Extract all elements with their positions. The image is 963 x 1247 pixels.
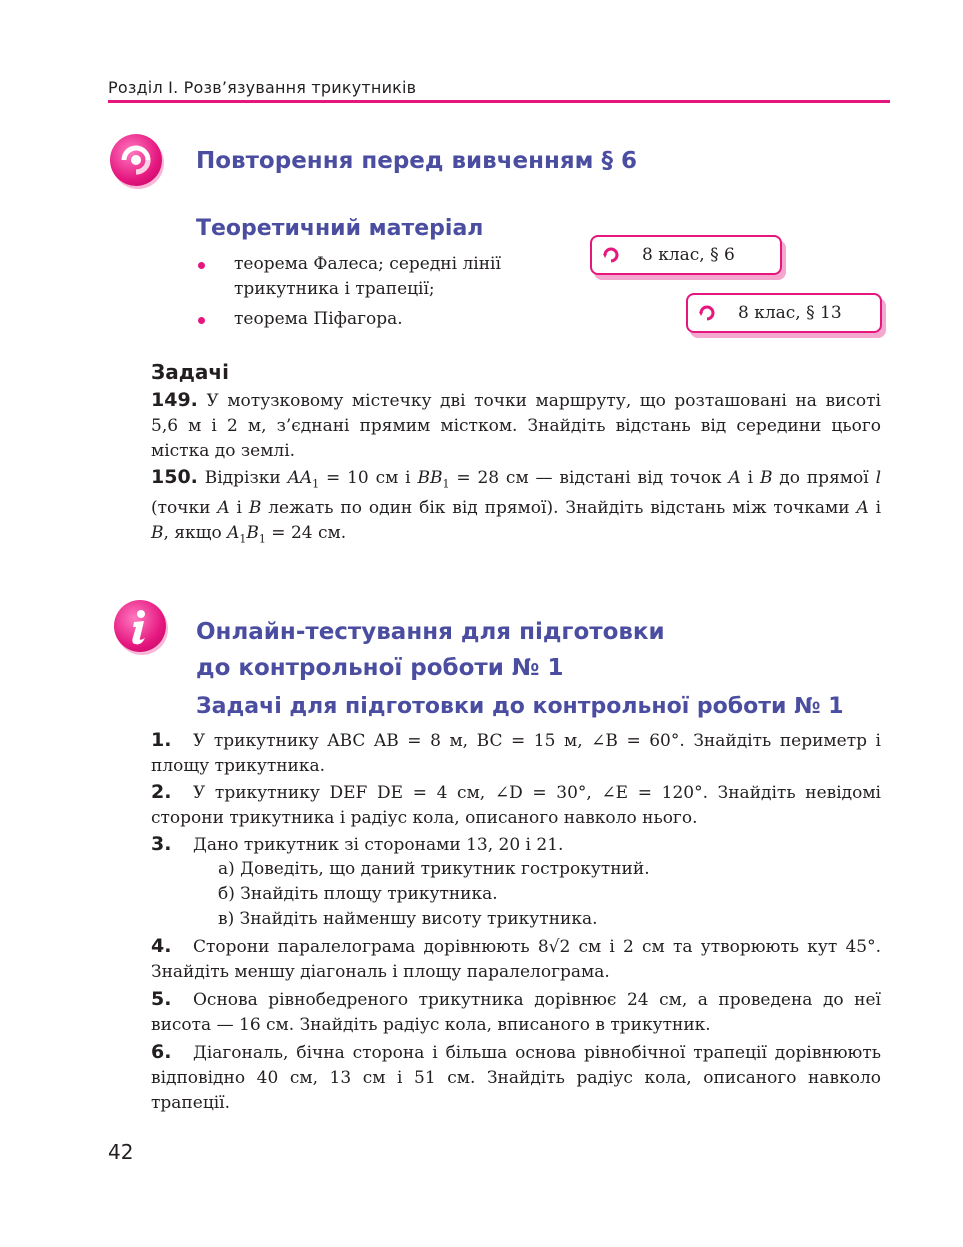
problem-3a: а) Доведіть, що даний трикутник гострокутний. — [218, 859, 650, 879]
test-prep-title: Задачі для підготовки до контрольної роботи № 1 — [196, 694, 844, 719]
list-item: теорема Фалеса; середні лінії трикутника і трапеції; — [196, 252, 556, 302]
repeat-icon — [698, 304, 716, 322]
problem-4: 4. Сторони паралелограма дорівнюють 8√2 см і 2 см та утворюють кут 45°. Знайдіть меншу діагональ і площу паралелограма. — [151, 935, 881, 982]
list-item: теорема Піфагора. — [196, 307, 556, 332]
repeat-icon — [602, 246, 620, 264]
bullet-icon — [198, 262, 205, 269]
running-header: Розділ І. Розв’язування трикутників — [108, 78, 417, 97]
problem-3b: б) Знайдіть площу трикутника. — [218, 884, 498, 904]
theory-title: Теоретичний матеріал — [196, 216, 484, 241]
problem-6: 6. Діагональ, бічна сторона і більша основа рівнобічної трапеції дорівнюють відповідно 40 см, 13 см і 51 см. Знайдіть радіус кола, описаного навколо трапеції. — [151, 1041, 881, 1113]
problem-2: 2. У трикутнику DEF DE = 4 см, ∠D = 30°, ∠E = 120°. Знайдіть невідомі сторони трикутника і радіус кола, описаного навколо нього. — [151, 781, 881, 828]
tasks-title: Задачі — [151, 360, 229, 384]
problem-3: 3. Дано трикутник зі сторонами 13, 20 і 21. — [151, 833, 564, 855]
page-number: 42 — [108, 1140, 134, 1164]
info-icon — [114, 600, 166, 652]
bullet-icon — [198, 317, 205, 324]
problem-3c: в) Знайдіть найменшу висоту трикутника. — [218, 909, 598, 929]
reference-box-grade8-s13: 8 клас, § 13 — [686, 293, 882, 333]
section-title-review: Повторення перед вивченням § 6 — [196, 148, 637, 174]
problem-1: 1. У трикутнику ABC AB = 8 м, BC = 15 м, ∠B = 60°. Знайдіть периметр і площу трикутника. — [151, 729, 881, 776]
section-title-online-test: Онлайн-тестування для підготовки до контрольної роботи № 1 — [196, 619, 665, 681]
theory-list — [196, 252, 556, 337]
problem-5: 5. Основа рівнобедреного трикутника дорівнює 24 см, а проведена до неї висота — 16 см. Знайдіть радіус кола, вписаного в трикутник. — [151, 988, 881, 1035]
task-149: 149. У мотузковому містечку дві точки маршруту, що розташовані на висоті 5,6 м і 2 м, з’єднані прямим містком. Знайдіть відстань від середини цього містка до землі. — [151, 389, 881, 461]
reference-box-grade8-s6: 8 клас, § 6 — [590, 235, 782, 275]
repeat-icon — [110, 134, 162, 186]
task-150: 150. Відрізки $AA_1 = 10$ см і $BB_1 = 28$ см — відстані від точок A і B до прямої l (точки A і B лежать по один бік від прямої). Знайдіть відстань між точками A і B, якщо $A_1B_1 = 24$ см. — [151, 466, 882, 546]
header-rule — [108, 100, 890, 103]
